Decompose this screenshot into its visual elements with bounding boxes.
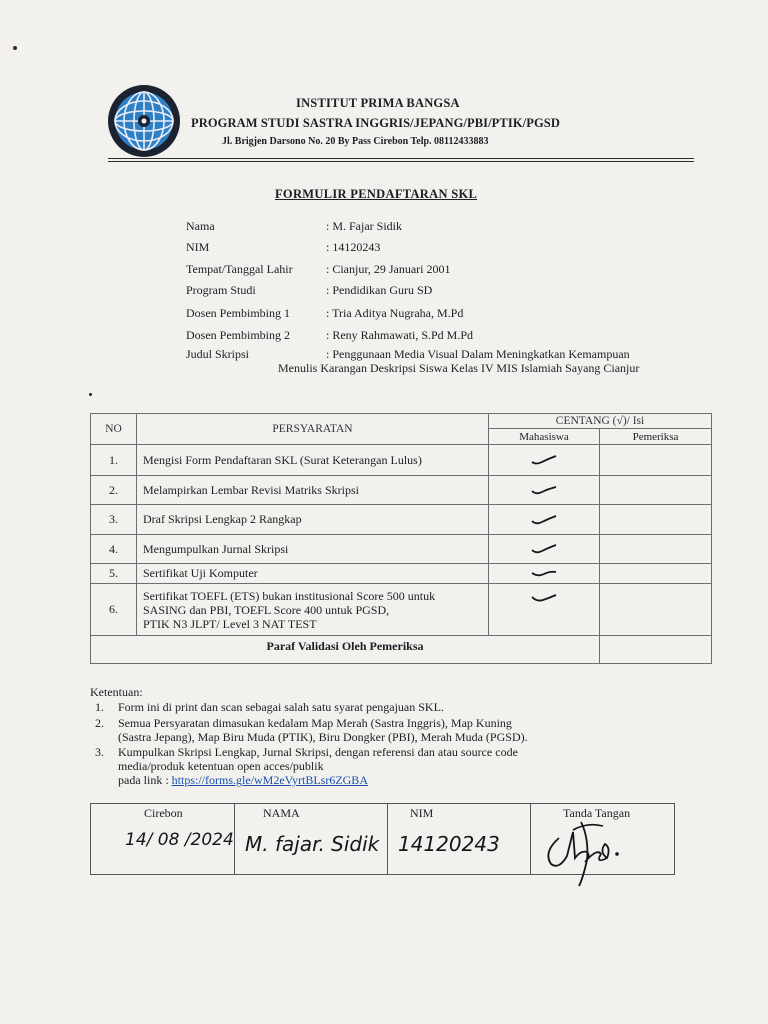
signature-cell — [531, 804, 675, 875]
header-divider — [108, 158, 694, 159]
table-row — [91, 584, 712, 636]
handwritten-signature-icon — [537, 808, 637, 888]
table-row — [91, 535, 712, 564]
identity-value: : Cianjur, 29 Januari 2001 — [326, 262, 451, 276]
col-header-check: CENTANG (√)/ Isi — [489, 414, 712, 429]
student-check-cell — [489, 476, 600, 505]
identity-value: : Reny Rahmawati, S.Pd M.Pd — [326, 328, 474, 342]
row-number: 5. — [91, 564, 137, 584]
table-row — [91, 476, 712, 505]
signature-table — [90, 803, 675, 875]
institution-address: Jl. Brigjen Darsono No. 20 By Pass Cirebon Telp. 08112433883 — [222, 136, 489, 147]
identity-label: Dosen Pembimbing 1 — [186, 306, 290, 320]
student-check-cell — [489, 445, 600, 476]
row-requirement: Mengisi Form Pendaftaran SKL (Surat Keterangan Lulus) — [137, 445, 489, 476]
city-label: Cirebon — [144, 806, 183, 820]
row-requirement — [137, 584, 489, 636]
nim-label: NIM — [410, 806, 434, 820]
student-check-cell — [489, 535, 600, 564]
table-row — [91, 636, 712, 664]
examiner-check-cell — [600, 584, 712, 636]
note-text — [118, 716, 528, 744]
checkmark-icon — [530, 454, 558, 466]
identity-value: : 14120243 — [326, 240, 381, 254]
student-check-cell — [489, 564, 600, 584]
name-label: NAMA — [263, 806, 300, 820]
checkmark-icon — [530, 484, 558, 496]
row-number: 1. — [91, 445, 137, 476]
identity-value: : M. Fajar Sidik — [326, 219, 403, 233]
validation-signature-cell — [600, 636, 712, 664]
row-requirement: Mengumpulkan Jurnal Skripsi — [137, 535, 489, 564]
institution-logo — [107, 84, 181, 158]
checkmark-icon — [530, 569, 558, 579]
examiner-check-cell — [600, 445, 712, 476]
row-number: 3. — [91, 505, 137, 535]
form-link[interactable]: https://forms.gle/wM2eVyrtBLsr6ZGBA — [171, 773, 368, 787]
identity-label: Tempat/Tanggal Lahir — [186, 262, 293, 276]
identity-value: : Pendidikan Guru SD — [326, 283, 433, 297]
table-row — [91, 445, 712, 476]
col-header-student: Mahasiswa — [489, 429, 600, 445]
table-row — [91, 564, 712, 584]
requirement-line: PTIK N3 JLPT/ Level 3 NAT TEST — [143, 616, 317, 631]
signature-label: Tanda Tangan — [563, 806, 631, 820]
scan-speck — [13, 46, 17, 50]
row-requirement: Melampirkan Lembar Revisi Matriks Skripsi — [137, 476, 489, 505]
table-header-row — [91, 414, 712, 429]
requirement-line: Sertifikat TOEFL (ETS) bukan institusional Score 500 untuk — [143, 588, 436, 603]
row-number: 6. — [91, 584, 137, 636]
table-row — [91, 505, 712, 535]
identity-value: : Tria Aditya Nugraha, M.Pd — [326, 306, 464, 320]
row-number: 4. — [91, 535, 137, 564]
name-cell — [235, 804, 388, 875]
identity-label: Dosen Pembimbing 2 — [186, 328, 290, 342]
note-text — [118, 700, 444, 714]
form-title: FORMULIR PENDAFTARAN SKL — [275, 187, 478, 201]
note-number: 3. — [95, 745, 104, 759]
examiner-check-cell — [600, 564, 712, 584]
requirement-line: SASING dan PBI, TOEFL Score 400 untuk PGSD, — [143, 602, 390, 617]
col-header-examiner: Pemeriksa — [600, 429, 712, 445]
student-check-cell — [489, 505, 600, 535]
identity-label: Judul Skripsi — [186, 347, 250, 361]
examiner-check-cell — [600, 505, 712, 535]
col-header-no: NO — [91, 414, 137, 445]
note-line: media/produk ketentuan open acces/publik — [118, 759, 324, 773]
col-header-requirement: PERSYARATAN — [137, 414, 489, 445]
row-requirement: Draf Skripsi Lengkap 2 Rangkap — [137, 505, 489, 535]
program-name: PROGRAM STUDI SASTRA INGGRIS/JEPANG/PBI/PTIK/PGSD — [191, 116, 560, 130]
requirements-table — [90, 413, 712, 664]
note-text — [118, 745, 518, 787]
note-number: 2. — [95, 716, 104, 730]
note-line: Kumpulkan Skripsi Lengkap, Jurnal Skripsi, dengan referensi dan atau source code — [118, 745, 518, 759]
institution-name: INSTITUT PRIMA BANGSA — [296, 96, 460, 110]
nim-cell — [388, 804, 531, 875]
validation-signature-label: Paraf Validasi Oleh Pemeriksa — [91, 636, 600, 664]
thesis-title-continuation: Menulis Karangan Deskripsi Siswa Kelas IV MIS Islamiah Sayang Cianjur — [278, 361, 640, 375]
note-line: (Sastra Jepang), Map Biru Muda (PTIK), Biru Dongker (PBI), Merah Muda (PGSD). — [118, 730, 528, 744]
notes-title: Ketentuan: — [90, 685, 143, 699]
link-prefix: pada link : — [118, 773, 172, 787]
handwritten-nim: 14120243 — [398, 832, 500, 856]
handwritten-date: 14/ 08 /2024 — [125, 830, 234, 850]
student-check-cell — [489, 584, 600, 636]
date-cell — [91, 804, 235, 875]
row-requirement: Sertifikat Uji Komputer — [137, 564, 489, 584]
scan-speck — [89, 393, 92, 396]
checkmark-icon — [530, 514, 558, 526]
note-line: Form ini di print dan scan sebagai salah satu syarat pengajuan SKL. — [118, 700, 444, 714]
note-number: 1. — [95, 700, 104, 714]
examiner-check-cell — [600, 476, 712, 505]
identity-label: Program Studi — [186, 283, 256, 297]
identity-label: Nama — [186, 219, 215, 233]
handwritten-name: M. fajar. Sidik — [245, 832, 380, 856]
note-line — [118, 773, 518, 787]
row-number: 2. — [91, 476, 137, 505]
checkmark-icon — [530, 592, 558, 604]
examiner-check-cell — [600, 535, 712, 564]
checkmark-icon — [530, 543, 558, 555]
header-divider — [108, 161, 694, 162]
identity-label: NIM — [186, 240, 210, 254]
identity-value: : Penggunaan Media Visual Dalam Meningkatkan Kemampuan — [326, 347, 630, 361]
note-line: Semua Persyaratan dimasukan kedalam Map Merah (Sastra Inggris), Map Kuning — [118, 716, 512, 730]
